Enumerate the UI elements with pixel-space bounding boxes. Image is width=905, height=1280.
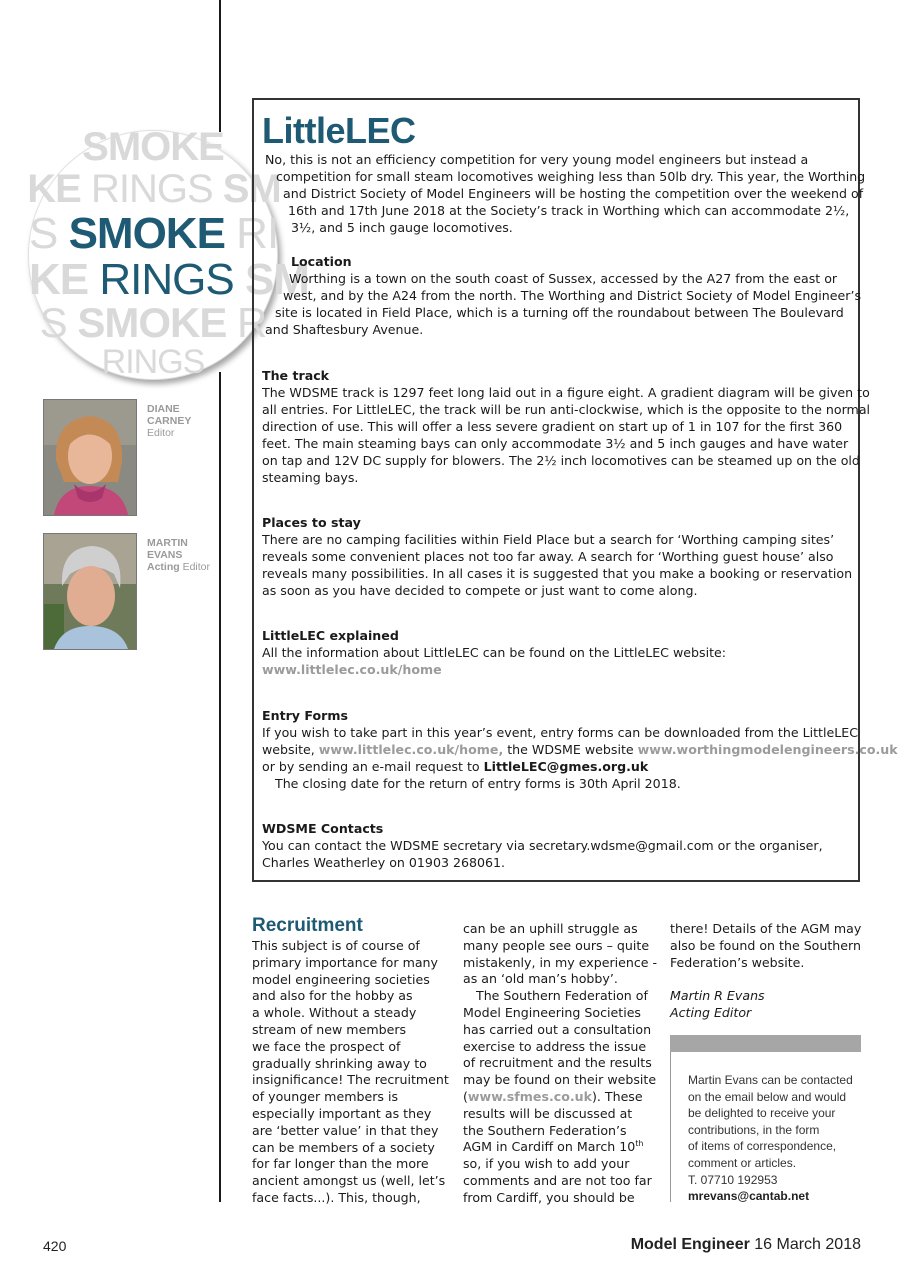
logo-ghost-row: KE RINGS SM	[27, 167, 281, 211]
text-line: can be an uphill struggle as	[463, 921, 638, 936]
text-line: model engineering societies	[252, 971, 430, 987]
text-line: insignificance! The recruitment	[252, 1072, 449, 1088]
contact-box-rule	[670, 1052, 671, 1202]
text-line: ancient amongst us (well, let’s	[252, 1173, 446, 1189]
text-line: comments and are not too far	[463, 1172, 652, 1188]
person-first-name: DIANE	[147, 403, 180, 415]
stay-heading: Places to stay	[262, 515, 361, 530]
superscript: th	[635, 1139, 644, 1149]
text-line: and also for the hobby as	[252, 988, 413, 1004]
person-role-bold: Acting	[147, 561, 180, 573]
littlelec-link[interactable]: www.littlelec.co.uk/home,	[318, 742, 504, 757]
stay-line: as soon as you have decided to compete or just want to come along.	[262, 583, 698, 598]
recruitment-column-2	[463, 921, 657, 1207]
text: ). These	[591, 1088, 643, 1104]
entry-line	[262, 741, 898, 758]
text-line: may be found on their website	[463, 1072, 657, 1088]
intro-line: No, this is not an efficiency competition for very young model engineers but instead a	[265, 152, 809, 167]
signature-name: Martin R Evans	[670, 988, 765, 1004]
text-line: can be members of a society	[252, 1139, 435, 1155]
footer-magazine-date	[631, 1236, 861, 1254]
littlelec-link[interactable]: www.littlelec.co.uk/home	[262, 662, 442, 677]
text-line: contributions, in the form	[688, 1122, 820, 1137]
person-role: Editor	[182, 561, 211, 573]
text-line: of items of correspondence,	[688, 1139, 837, 1154]
location-line: and Shaftesbury Avenue.	[265, 322, 424, 337]
text-line: as an ‘old man’s hobby’.	[463, 971, 618, 987]
issue-date: 16 March 2018	[749, 1236, 861, 1253]
entry-line: If you wish to take part in this year’s event, entry forms can be downloaded from the LittleLEC	[262, 725, 859, 740]
contacts-line: Charles Weatherley on 01903 268061.	[262, 855, 506, 870]
logo-smoke-row: S SMOKE RI	[29, 209, 279, 258]
text-line: The Southern Federation of	[476, 988, 648, 1004]
signature-role: Acting Editor	[670, 1004, 752, 1020]
text-line: This subject is of course of	[252, 938, 420, 953]
text-line	[463, 1089, 657, 1106]
track-line: direction of use. This will offer a less severe gradient on start up of 1 in 107 for the first 360	[262, 419, 843, 434]
location-heading: Location	[291, 254, 352, 269]
text-line: so, if you wish to add your	[463, 1156, 630, 1172]
contacts-line: You can contact the WDSME secretary via secretary.wdsme@gmail.com or the organiser,	[262, 838, 823, 853]
location-line: west, and by the A24 from the north. The Worthing and District Society of Model Engineer’s	[283, 288, 862, 303]
intro-line: 16th and 17th June 2018 at the Society’s track in Worthing which can accommodate 2½,	[288, 203, 850, 218]
logo-smoke-word: SMOKE	[68, 209, 225, 258]
intro-line: 3½, and 5 inch gauge locomotives.	[291, 220, 513, 235]
magazine-name: Model Engineer	[630, 1236, 750, 1253]
text-line: are ‘better value’ in that they	[252, 1122, 439, 1138]
text-line: Model Engineering Societies	[463, 1004, 641, 1020]
entry-text: website,	[262, 742, 319, 757]
text-line: the Southern Federation’s	[463, 1122, 627, 1138]
editor-email-link[interactable]: mrevans@cantab.net	[688, 1189, 810, 1204]
text-line: comment or articles.	[688, 1155, 797, 1170]
entry-line	[262, 758, 648, 775]
location-line: Worthing is a town on the south coast of Sussex, accessed by the A27 from the east or	[289, 271, 838, 286]
text-line: be delighted to receive your	[688, 1106, 836, 1121]
text-line: stream of new members	[252, 1021, 407, 1037]
entry-text: or by sending an e-mail request to	[262, 759, 484, 774]
wdsme-link[interactable]: www.worthingmodelengineers.co.uk	[637, 742, 898, 757]
text-line: exercise to address the issue	[463, 1038, 647, 1054]
martin-evans-photo	[43, 533, 137, 650]
explained-heading: LittleLEC explained	[262, 628, 399, 643]
text-line: primary importance for many	[252, 954, 438, 970]
martin-caption	[147, 537, 210, 573]
contact-box	[688, 1072, 853, 1205]
contact-box-header	[670, 1035, 861, 1052]
logo-ghost-row: RINGS	[101, 343, 205, 381]
text-line: especially important as they	[252, 1105, 432, 1121]
text-line: many people see ours – quite	[463, 937, 650, 953]
entry-heading: Entry Forms	[262, 708, 348, 723]
text-line: there! Details of the AGM may	[670, 921, 862, 936]
entry-text: the WDSME website	[503, 742, 638, 757]
text-line: we face the prospect of	[252, 1038, 401, 1054]
column-divider-bottom	[219, 372, 221, 1202]
intro-line: competition for small steam locomotives weighing less than 50lb dry. This year, the Worthing	[276, 169, 866, 184]
track-line: The WDSME track is 1297 feet long laid out in a figure eight. A gradient diagram will be given to	[262, 385, 870, 400]
logo-rings-word: RINGS	[99, 255, 234, 304]
track-line: steaming bays.	[262, 470, 359, 485]
text-line: results will be discussed at	[463, 1105, 633, 1121]
recruitment-title: Recruitment	[252, 915, 363, 936]
text-line: mistakenly, in my experience -	[463, 954, 658, 970]
stay-line: reveals some convenient places not too far away. A search for ‘Worthing guest house’ also	[262, 549, 834, 564]
text-line: gradually shrinking away to	[252, 1055, 427, 1071]
text-line: of recruitment and the results	[463, 1055, 652, 1071]
column-divider-top	[219, 0, 221, 132]
contacts-heading: WDSME Contacts	[262, 821, 384, 836]
logo-ghost-row: SMOKE	[82, 125, 224, 169]
text-line: a whole. Without a steady	[252, 1005, 417, 1021]
text-line	[463, 1139, 657, 1156]
entry-email-link[interactable]: LittleLEC@gmes.org.uk	[483, 759, 649, 774]
text: AGM in Cardiff on March 10	[463, 1139, 636, 1155]
person-last-name: CARNEY	[147, 415, 192, 427]
diane-caption	[147, 403, 191, 439]
location-line: site is located in Field Place, which is a turning off the roundabout between The Boulevard	[275, 305, 844, 320]
person-last-name: EVANS	[147, 549, 183, 561]
track-line: feet. The main steaming bays can only accommodate 3½ and 5 inch gauges and have water	[262, 436, 849, 451]
littlelec-title: LittleLEC	[262, 110, 416, 151]
text: (	[463, 1088, 468, 1104]
logo-ghost-row: S SMOKE R	[39, 299, 267, 346]
sfmes-link[interactable]: www.sfmes.co.uk	[467, 1088, 592, 1104]
entry-line: The closing date for the return of entry forms is 30th April 2018.	[275, 776, 681, 791]
text-line: on the email below and would	[688, 1089, 847, 1104]
person-role: Editor	[147, 427, 175, 439]
recruitment-column-3	[670, 921, 861, 1022]
text-line: also be found on the Southern	[670, 937, 861, 953]
track-line: all entries. For LittleLEC, the track will be run anti-clockwise, which is the opposite to the normal	[262, 402, 871, 417]
phone-number: T. 07710 192953	[688, 1172, 778, 1187]
text-line: for far longer than the more	[252, 1156, 429, 1172]
page-number: 420	[43, 1238, 67, 1254]
stay-line: reveals many possibilities. In all cases it is suggested that you make a booking or reservation	[262, 566, 853, 581]
intro-line: and District Society of Model Engineers will be hosting the competition over the weekend of	[283, 186, 864, 201]
text-line: Martin Evans can be contacted	[688, 1073, 853, 1087]
track-heading: The track	[262, 368, 330, 383]
text-line: of younger members is	[252, 1089, 399, 1105]
text-line: Federation’s website.	[670, 954, 805, 970]
logo-rings-row: KE RINGS SM	[29, 255, 309, 304]
recruitment-column-1	[252, 938, 449, 1207]
text-line: from Cardiff, you should be	[463, 1189, 635, 1205]
text-line: face facts...). This, though,	[252, 1189, 421, 1205]
person-first-name: MARTIN	[147, 537, 188, 549]
explained-line: All the information about LittleLEC can be found on the LittleLEC website:	[262, 645, 726, 660]
stay-line: There are no camping facilities within Field Place but a search for ‘Worthing camping sites’	[262, 532, 835, 547]
text-line: has carried out a consultation	[463, 1021, 652, 1037]
track-line: on tap and 12V DC supply for blowers. The 2½ inch locomotives can be steamed up on the old	[262, 453, 860, 468]
diane-carney-photo	[43, 399, 137, 516]
